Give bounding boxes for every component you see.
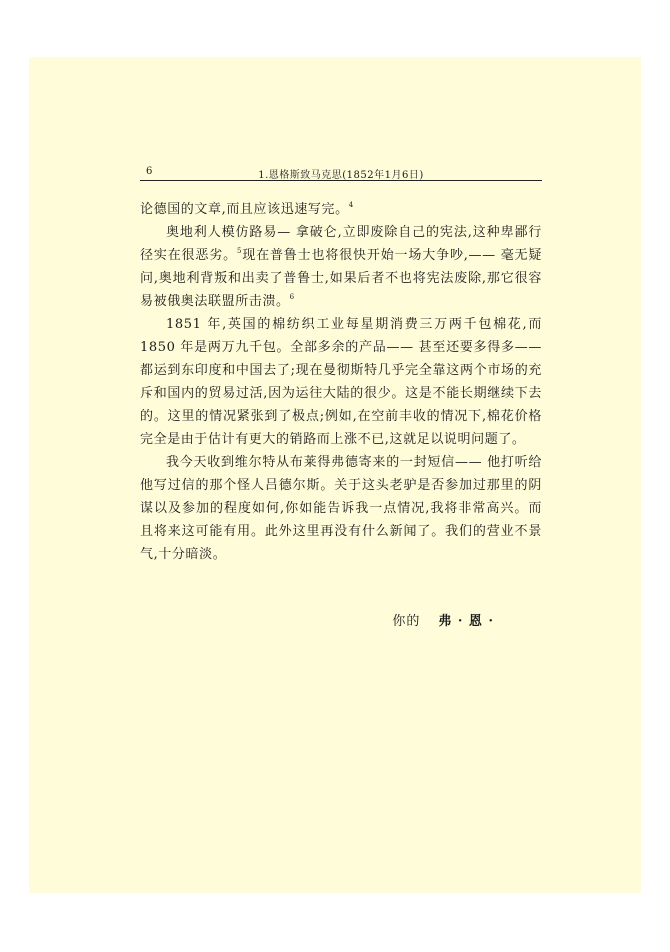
- paragraph-4: 我今天收到维尔特从布莱得弗德寄来的一封短信—— 他打听给他写过信的那个怪人吕德尔斯。关于这头老驴是否参加过那里的阴谋以及参加的程度如何,你如能告诉我一点情况,我将非常高兴。而且将来这可能有用。此外这里再没有什么新闻了。我们的营业不景气,十分暗淡。: [140, 455, 542, 562]
- page-number: 6: [146, 166, 153, 177]
- footnote-ref[interactable]: 4: [348, 201, 354, 209]
- closing: [140, 610, 540, 629]
- footnote-ref[interactable]: 5: [236, 247, 242, 255]
- page-header: [140, 162, 542, 181]
- signature: 弗 · 恩 ·: [438, 614, 494, 629]
- running-title: 1.恩格斯致马克思(1852年1月6日): [258, 170, 424, 181]
- paragraph-3: 1851 年,英国的棉纺织工业每星期消费三万两千包棉花,而1850 年是两万九千包。全部多余的产品—— 甚至还要多得多——都运到东印度和中国去了;现在曼彻斯特几乎完全靠这两个市场的充斥和国内的贸易过活,因为运往大陆的很少。这是不能长期继续下去的。这里的情况紧张到了极点;例如,在空前丰收的情况下,棉花价格完全是由于估计有更大的销路而上涨不已,这就足以说明问题了。: [140, 317, 542, 447]
- letter-body: [140, 198, 542, 566]
- footnote-ref[interactable]: 6: [289, 293, 295, 301]
- paragraph-2: 奥地利人模仿路易— 拿破仑,立即废除自己的宪法,这种卑鄙行径实在很恶劣。$^5$现在普鲁士也将很快开始一场大争吵,—— 毫无疑问,奥地利背叛和出卖了普鲁士,如果后者不也将宪法废除,那它很容易被俄奥法联盟所击溃。$^6$: [140, 225, 542, 309]
- salutation: 你的: [392, 614, 421, 629]
- paragraph-1: 论德国的文章,而且应该迅速写完。$^4$: [140, 201, 354, 217]
